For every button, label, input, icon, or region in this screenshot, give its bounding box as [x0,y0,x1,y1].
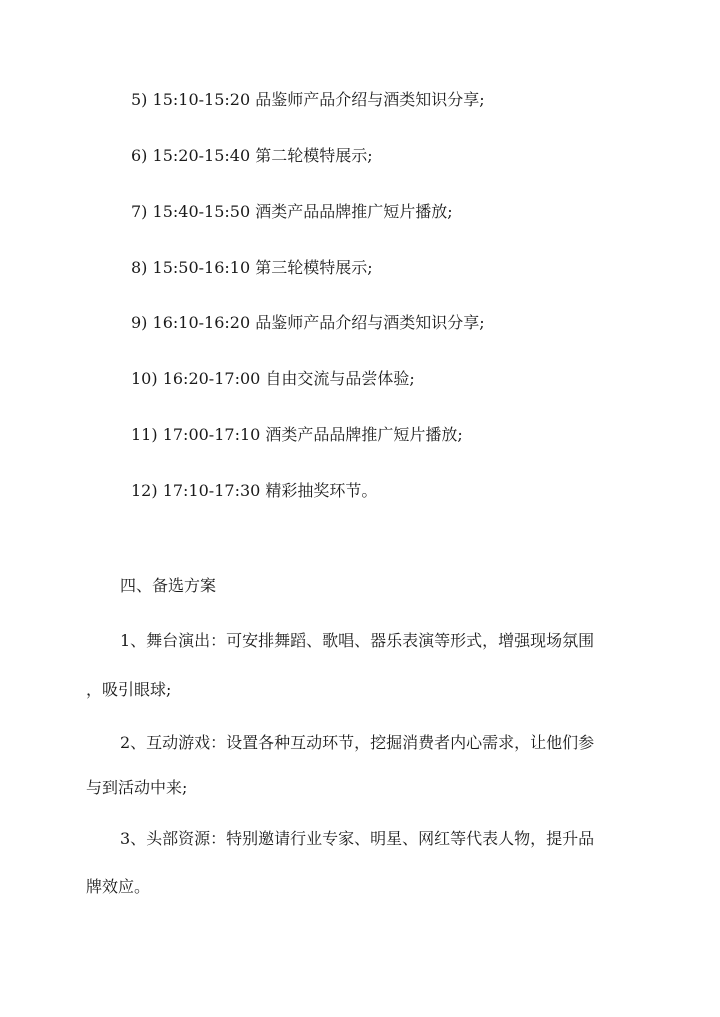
schedule-item [131,481,377,501]
schedule-time: 7) 15:40-15:50 [131,202,251,221]
schedule-time: 5) 15:10-15:20 [131,90,251,109]
list-item-line: 1、舞台演出：可安排舞蹈、歌唱、器乐表演等形式，增强现场氛围 [120,631,595,650]
schedule-item [131,258,373,278]
schedule-item [131,90,485,110]
schedule-text: 第二轮模特展示; [255,146,373,165]
list-item-line: ，吸引眼球; [86,680,172,699]
list-item-line: 与到活动中来; [86,778,188,797]
schedule-text: 品鉴师产品介绍与酒类知识分享; [255,313,485,332]
schedule-text: 品鉴师产品介绍与酒类知识分享; [255,90,485,109]
schedule-time: 10) 16:20-17:00 [131,369,261,388]
schedule-text: 自由交流与品尝体验; [265,369,415,388]
schedule-time: 12) 17:10-17:30 [131,481,261,500]
schedule-text: 第三轮模特展示; [255,258,373,277]
schedule-time: 9) 16:10-16:20 [131,313,251,332]
list-item-line: 牌效应。 [86,877,151,896]
schedule-time: 6) 15:20-15:40 [131,146,251,165]
schedule-item [131,146,373,166]
schedule-text: 酒类产品品牌推广短片播放; [265,425,463,444]
schedule-item [131,369,415,389]
list-item-line: 2、互动游戏：设置各种互动环节，挖掘消费者内心需求，让他们参 [120,733,595,752]
schedule-item [131,425,463,445]
list-item-line: 3、头部资源：特别邀请行业专家、明星、网红等代表人物，提升品 [120,829,595,848]
schedule-item [131,313,485,333]
section-heading: 四、备选方案 [120,576,217,595]
schedule-text: 酒类产品品牌推广短片播放; [255,202,453,221]
schedule-time: 8) 15:50-16:10 [131,258,251,277]
schedule-time: 11) 17:00-17:10 [131,425,261,444]
schedule-item [131,202,453,222]
schedule-text: 精彩抽奖环节。 [265,481,378,500]
